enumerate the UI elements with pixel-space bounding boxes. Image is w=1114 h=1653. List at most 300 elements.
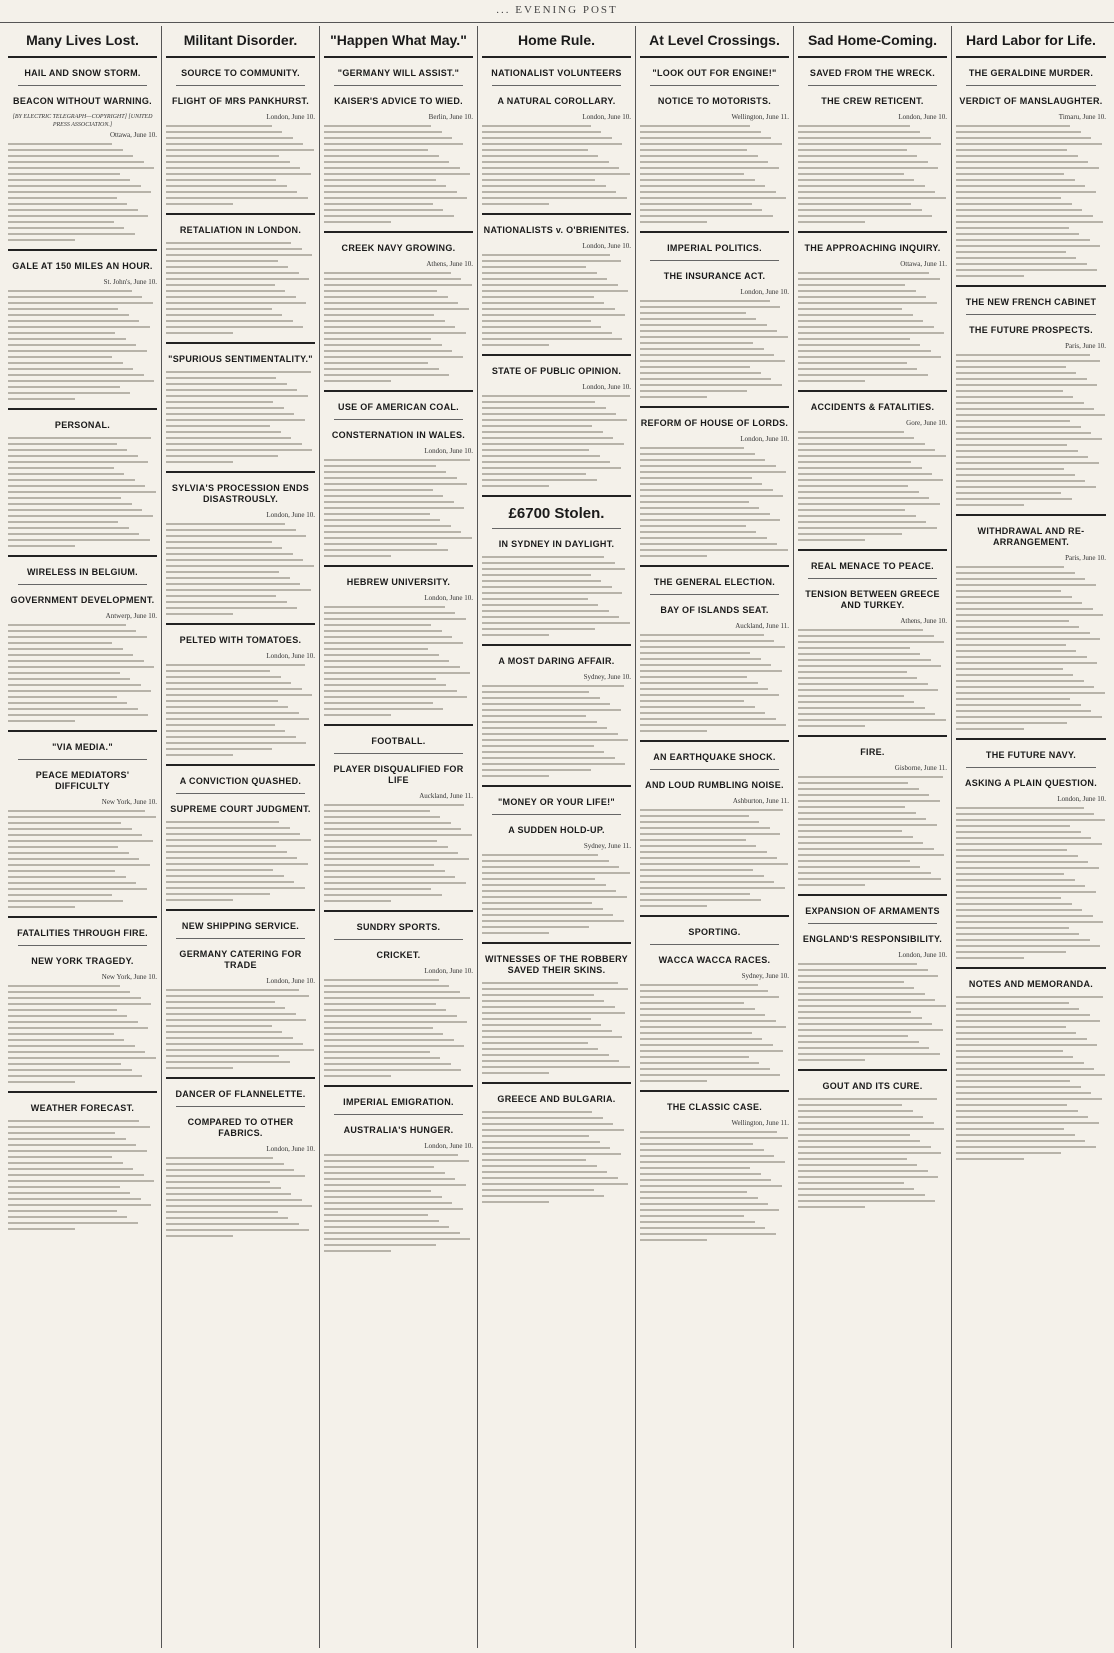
body-text — [482, 395, 631, 487]
body-text — [8, 985, 157, 1083]
text-line — [798, 215, 932, 217]
text-line — [956, 686, 1094, 688]
section-divider — [166, 1077, 315, 1079]
text-line — [640, 1026, 786, 1028]
section-subheading: BEACON WITHOUT WARNING. — [13, 96, 152, 106]
text-line — [956, 710, 1091, 712]
text-line — [8, 344, 136, 346]
section-heading: THE FUTURE NAVY. — [985, 750, 1077, 760]
text-line — [640, 384, 782, 386]
text-line — [482, 485, 549, 487]
text-line — [482, 479, 597, 481]
text-line — [324, 1208, 463, 1210]
text-line — [956, 578, 1085, 580]
body-text — [640, 1131, 789, 1241]
section-heading: GREECE AND BULGARIA. — [497, 1094, 616, 1104]
text-line — [166, 1067, 233, 1069]
text-line — [640, 1173, 761, 1175]
text-line — [640, 809, 783, 811]
text-line — [640, 1203, 768, 1205]
text-line — [956, 354, 1090, 356]
text-line — [482, 332, 612, 334]
dateline: London, June 10. — [898, 113, 947, 121]
text-line — [798, 320, 923, 322]
text-line — [798, 203, 911, 205]
text-line — [956, 584, 1096, 586]
text-line — [956, 614, 1103, 616]
text-line — [166, 290, 285, 292]
text-line — [956, 1104, 1067, 1106]
text-line — [640, 1002, 744, 1004]
body-text — [798, 776, 947, 886]
text-line — [956, 1044, 1097, 1046]
text-line — [956, 807, 1084, 809]
text-line — [166, 857, 297, 859]
text-line — [166, 131, 282, 133]
text-line — [324, 666, 460, 668]
text-line — [324, 1220, 439, 1222]
text-line — [956, 137, 1091, 139]
text-line — [482, 266, 586, 268]
section-divider — [798, 390, 947, 392]
text-line — [956, 572, 1075, 574]
body-text — [956, 125, 1106, 277]
text-line — [166, 377, 276, 379]
text-line — [8, 509, 142, 511]
text-line — [956, 680, 1084, 682]
text-line — [956, 468, 1064, 470]
section-subheading: VERDICT OF MANSLAUGHTER. — [959, 96, 1103, 106]
section-heading: NATIONALISTS v. O'BRIENITES. — [483, 225, 630, 235]
text-line — [482, 1111, 592, 1113]
dateline: London, June 10. — [424, 594, 473, 602]
section-heading: NATIONALIST VOLUNTEERS — [491, 68, 622, 78]
section-divider — [798, 549, 947, 551]
text-line — [324, 149, 428, 151]
section-heading: IMPERIAL POLITICS. — [667, 243, 762, 253]
text-line — [324, 221, 391, 223]
text-line — [640, 543, 777, 545]
text-line — [324, 985, 449, 987]
text-line — [640, 465, 776, 467]
text-line — [798, 981, 904, 983]
section-subheading: KAISER'S ADVICE TO WIED. — [334, 96, 463, 106]
text-line — [8, 392, 130, 394]
text-line — [8, 239, 75, 241]
body-text — [166, 821, 315, 901]
text-line — [166, 995, 309, 997]
dateline: Athens, June 10. — [900, 617, 947, 625]
text-line — [324, 636, 452, 638]
text-line — [482, 1159, 586, 1161]
text-line — [166, 173, 311, 175]
text-line — [640, 306, 780, 308]
text-line — [166, 1229, 309, 1231]
dateline: London, June 10. — [740, 288, 789, 296]
text-line — [640, 634, 764, 636]
text-line — [482, 161, 609, 163]
text-line — [482, 1165, 597, 1167]
text-line — [324, 320, 445, 322]
text-line — [482, 562, 615, 564]
text-line — [956, 1050, 1063, 1052]
text-line — [8, 1027, 148, 1029]
text-line — [8, 888, 147, 890]
body-text — [640, 447, 789, 557]
section-divider — [324, 231, 473, 233]
text-line — [166, 712, 299, 714]
text-line — [798, 866, 920, 868]
section-divider — [956, 738, 1106, 740]
text-line — [798, 449, 935, 451]
section-divider — [324, 565, 473, 567]
text-line — [956, 873, 1064, 875]
text-line — [640, 1044, 773, 1046]
text-line — [166, 1193, 291, 1195]
text-line — [482, 914, 613, 916]
text-line — [640, 694, 779, 696]
text-line — [956, 692, 1105, 694]
dateline: Timaru, June 10. — [1058, 113, 1106, 121]
text-line — [640, 863, 788, 865]
text-line — [640, 1185, 782, 1187]
heading-rule — [176, 793, 305, 794]
text-line — [798, 975, 938, 977]
section-divider — [798, 1069, 947, 1071]
section-divider — [798, 894, 947, 896]
dateline: New York, June 10. — [101, 973, 157, 981]
text-line — [798, 296, 926, 298]
dateline: Ottawa, June 11. — [900, 260, 947, 268]
text-line — [956, 996, 1103, 998]
text-line — [8, 684, 141, 686]
text-line — [956, 1008, 1079, 1010]
text-line — [798, 635, 934, 637]
section-divider — [482, 942, 631, 944]
text-line — [166, 736, 296, 738]
text-line — [8, 374, 144, 376]
text-line — [8, 985, 120, 987]
text-line — [956, 650, 1076, 652]
text-line — [640, 312, 746, 314]
text-line — [482, 1042, 588, 1044]
text-line — [8, 1228, 75, 1230]
text-line — [956, 438, 1102, 440]
text-line — [166, 827, 290, 829]
text-line — [640, 495, 783, 497]
text-line — [166, 413, 294, 415]
text-line — [8, 810, 145, 812]
text-line — [8, 185, 141, 187]
section-divider — [8, 916, 157, 918]
text-line — [166, 455, 278, 457]
text-line — [166, 706, 288, 708]
dateline: New York, June 10. — [101, 798, 157, 806]
text-line — [482, 556, 604, 558]
text-line — [798, 221, 865, 223]
body-text — [798, 1098, 947, 1208]
text-line — [956, 831, 1081, 833]
text-line — [8, 1009, 117, 1011]
section-divider — [640, 915, 789, 917]
text-line — [798, 368, 917, 370]
text-line — [798, 284, 905, 286]
text-line — [8, 473, 124, 475]
body-text — [798, 629, 947, 727]
text-line — [324, 630, 442, 632]
text-line — [324, 519, 440, 521]
section-heading: RETALIATION IN LONDON. — [179, 225, 302, 235]
section-heading: WIRELESS IN BELGIUM. — [26, 567, 138, 577]
dateline: London, June 10. — [1057, 795, 1106, 803]
text-line — [956, 704, 1081, 706]
text-line — [482, 994, 594, 996]
column-1 — [4, 26, 162, 1648]
text-line — [324, 1003, 436, 1005]
heading-rule — [492, 85, 621, 86]
text-line — [640, 658, 761, 660]
dateline: Antwerp, June 10. — [105, 612, 157, 620]
text-line — [482, 290, 628, 292]
text-line — [482, 926, 589, 928]
text-line — [640, 191, 776, 193]
section-subheading: THE CREW RETICENT. — [821, 96, 924, 106]
section-subheading: CONSTERNATION IN WALES. — [331, 430, 466, 440]
text-line — [640, 1215, 744, 1217]
text-line — [8, 461, 148, 463]
text-line — [166, 688, 302, 690]
heading-rule — [808, 578, 937, 579]
text-line — [956, 1092, 1091, 1094]
text-line — [8, 708, 138, 710]
text-line — [956, 1122, 1099, 1124]
text-line — [798, 987, 914, 989]
text-line — [482, 697, 600, 699]
text-line — [956, 909, 1082, 911]
text-line — [8, 876, 126, 878]
text-line — [956, 191, 1096, 193]
text-line — [798, 707, 925, 709]
text-line — [798, 1140, 920, 1142]
text-line — [798, 467, 922, 469]
text-line — [482, 854, 598, 856]
text-line — [956, 1032, 1076, 1034]
text-line — [166, 1223, 299, 1225]
text-line — [8, 167, 154, 169]
text-line — [324, 648, 428, 650]
section-heading: FIRE. — [860, 747, 885, 757]
text-line — [640, 833, 780, 835]
text-line — [798, 1170, 928, 1172]
text-line — [640, 640, 774, 642]
text-line — [798, 695, 904, 697]
text-line — [324, 1238, 470, 1240]
text-line — [166, 583, 300, 585]
text-line — [798, 1146, 931, 1148]
text-line — [956, 590, 1061, 592]
section-heading: REFORM OF HOUSE OF LORDS. — [640, 418, 789, 428]
text-line — [956, 668, 1063, 670]
text-line — [798, 338, 910, 340]
text-line — [640, 324, 767, 326]
text-line — [798, 842, 923, 844]
text-line — [798, 969, 928, 971]
text-line — [324, 1063, 451, 1065]
text-line — [324, 185, 446, 187]
text-line — [166, 383, 287, 385]
text-line — [482, 314, 625, 316]
heading-rule — [808, 85, 937, 86]
text-line — [8, 155, 133, 157]
text-line — [956, 849, 1067, 851]
text-line — [798, 659, 931, 661]
text-line — [8, 624, 126, 626]
text-line — [8, 302, 153, 304]
section-divider — [956, 285, 1106, 287]
text-line — [798, 362, 907, 364]
column-4 — [478, 26, 636, 1648]
text-line — [8, 1039, 124, 1041]
text-line — [798, 179, 914, 181]
heading-rule — [334, 753, 463, 754]
body-text — [482, 685, 631, 777]
text-line — [640, 646, 785, 648]
text-line — [956, 819, 1105, 821]
text-line — [798, 344, 920, 346]
text-line — [640, 342, 753, 344]
text-line — [166, 694, 312, 696]
text-line — [482, 296, 594, 298]
text-line — [798, 191, 935, 193]
text-line — [166, 1049, 314, 1051]
text-line — [8, 179, 130, 181]
text-line — [798, 503, 940, 505]
heading-rule — [18, 584, 147, 585]
text-line — [324, 1250, 391, 1252]
text-line — [8, 149, 123, 151]
text-line — [8, 846, 118, 848]
text-line — [956, 402, 1084, 404]
text-line — [324, 350, 452, 352]
text-line — [324, 302, 458, 304]
text-line — [8, 828, 132, 830]
text-line — [640, 857, 777, 859]
text-line — [8, 203, 127, 205]
text-line — [166, 1055, 279, 1057]
text-line — [798, 374, 928, 376]
section-heading: "LOOK OUT FOR ENGINE!" — [652, 68, 777, 78]
text-line — [798, 993, 925, 995]
section-divider — [956, 514, 1106, 516]
text-line — [798, 1005, 946, 1007]
text-line — [640, 173, 744, 175]
text-line — [8, 1210, 117, 1212]
text-line — [482, 866, 619, 868]
section-heading: WEATHER FORECAST. — [30, 1103, 135, 1113]
dateline: London, June 10. — [898, 951, 947, 959]
section-heading: WITNESSES OF THE ROBBERY SAVED THEIR SKINS. — [485, 954, 628, 975]
text-line — [166, 332, 233, 334]
text-line — [482, 1147, 610, 1149]
text-line — [482, 580, 601, 582]
text-line — [956, 432, 1091, 434]
text-line — [956, 566, 1064, 568]
body-text — [640, 300, 789, 398]
text-line — [324, 900, 391, 902]
text-line — [166, 401, 273, 403]
column-title: At Level Crossings. — [640, 26, 789, 58]
text-line — [324, 489, 433, 491]
text-line — [482, 1060, 619, 1062]
text-line — [8, 320, 139, 322]
text-line — [640, 1014, 765, 1016]
section-heading: ACCIDENTS & FATALITIES. — [810, 402, 935, 412]
text-line — [482, 1195, 604, 1197]
text-line — [482, 197, 627, 199]
text-line — [956, 480, 1085, 482]
text-line — [324, 1172, 445, 1174]
text-line — [324, 549, 448, 551]
body-text — [324, 125, 473, 223]
text-line — [798, 326, 934, 328]
dateline: St. John's, June 10. — [103, 278, 157, 286]
text-line — [8, 356, 112, 358]
text-line — [956, 360, 1100, 362]
dateline: Paris, June 10. — [1065, 554, 1106, 562]
text-line — [798, 497, 929, 499]
text-line — [324, 1154, 458, 1156]
text-line — [166, 431, 281, 433]
text-line — [640, 483, 762, 485]
text-line — [640, 197, 786, 199]
text-line — [956, 861, 1088, 863]
section-heading: HEBREW UNIVERSITY. — [346, 577, 451, 587]
text-line — [166, 899, 233, 901]
text-line — [956, 1020, 1100, 1022]
text-line — [324, 179, 436, 181]
text-line — [482, 167, 619, 169]
text-line — [798, 782, 908, 784]
text-line — [640, 501, 749, 503]
dateline: London, June 10. — [266, 511, 315, 519]
text-line — [8, 533, 139, 535]
text-line — [324, 618, 466, 620]
text-line — [798, 473, 932, 475]
text-line — [482, 449, 589, 451]
section-divider — [640, 406, 789, 408]
text-line — [956, 1158, 1024, 1160]
text-line — [798, 161, 928, 163]
text-line — [8, 840, 153, 842]
body-text — [324, 606, 473, 716]
text-line — [956, 155, 1078, 157]
text-line — [324, 606, 445, 608]
body-text — [8, 437, 157, 547]
text-line — [798, 719, 946, 721]
text-line — [166, 1037, 293, 1039]
text-line — [798, 527, 937, 529]
text-line — [324, 197, 467, 199]
text-line — [324, 690, 457, 692]
text-line — [640, 348, 764, 350]
text-line — [798, 143, 941, 145]
text-line — [798, 683, 928, 685]
text-line — [8, 437, 151, 439]
section-heading: FOOTBALL. — [371, 736, 426, 746]
text-line — [324, 828, 461, 830]
text-line — [324, 997, 470, 999]
text-line — [166, 125, 272, 127]
